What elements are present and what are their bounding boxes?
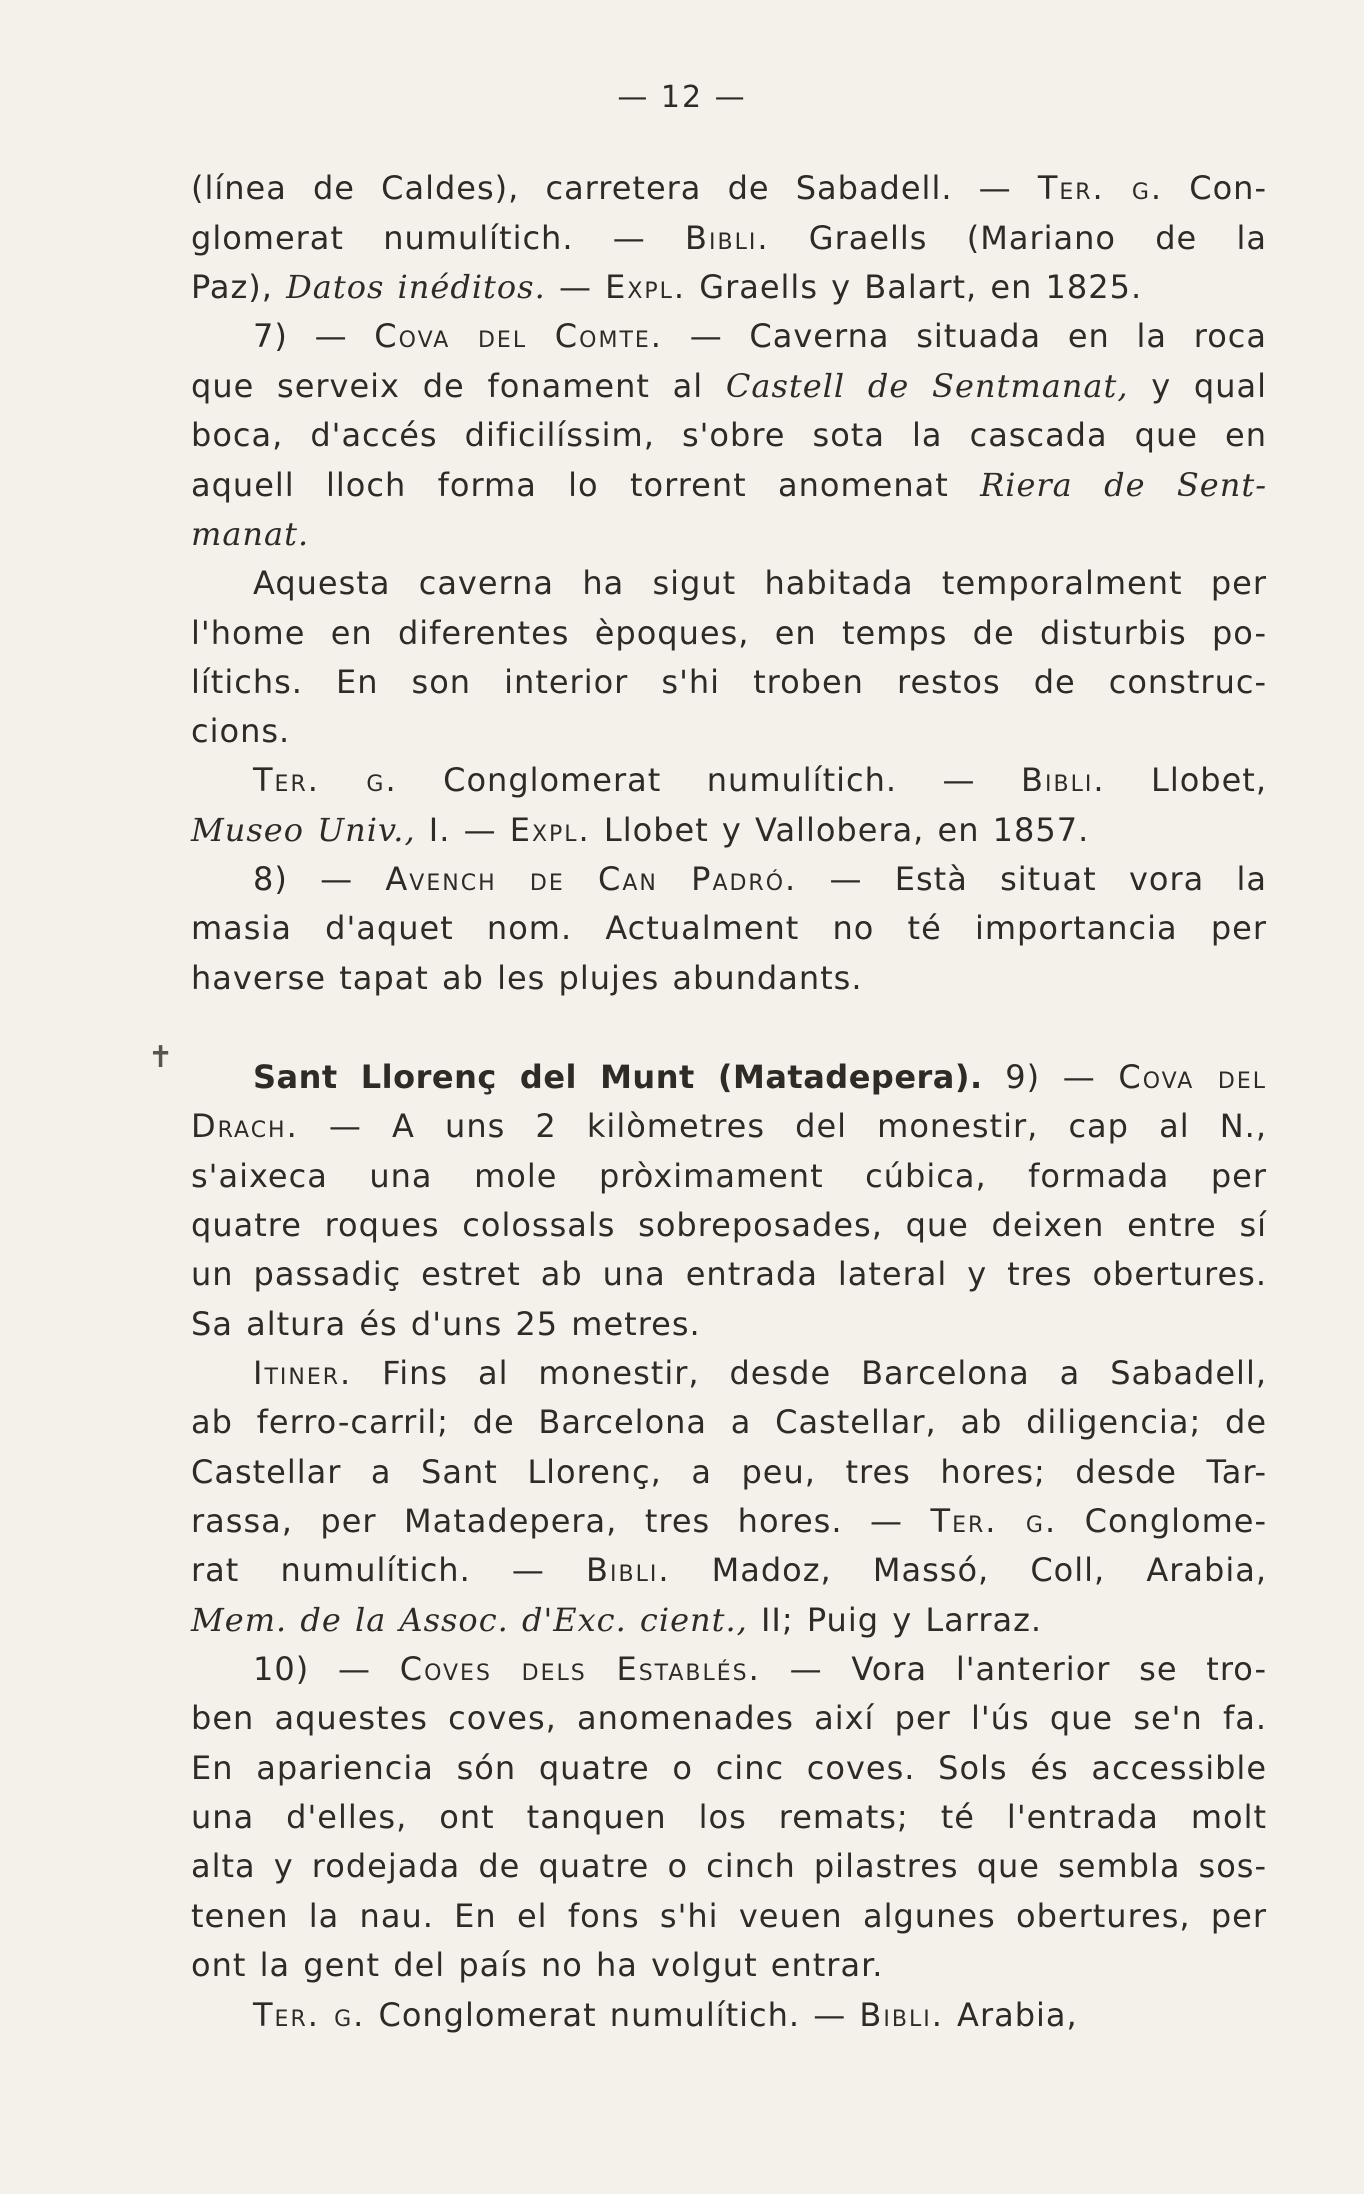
- text-segment: rassa, per Matadepera, tres hores. —: [191, 1502, 931, 1540]
- text-line: [191, 1205, 1267, 1245]
- small-caps-text: Cova del Comte.: [374, 317, 663, 355]
- small-caps-text: Bibli.: [859, 1996, 944, 2034]
- text-line: [191, 1550, 1267, 1590]
- text-segment: — Està situat vora la: [797, 860, 1267, 898]
- text-line: [191, 267, 1267, 307]
- text-line: [191, 958, 1267, 998]
- text-line: [191, 1600, 1267, 1640]
- text-segment: 9) —: [982, 1058, 1119, 1096]
- small-caps-text: Cova del: [1118, 1058, 1268, 1096]
- text-segment: (línea de Caldes), carretera de Sabadell. —: [191, 169, 1038, 207]
- text-segment: boca, d'accés dificilíssim, s'obre sota la cascada que en: [191, 416, 1267, 454]
- text-segment: rat numulítich. —: [191, 1551, 587, 1589]
- text-segment: Llobet y Vallobera, en 1857.: [590, 811, 1090, 849]
- text-line: [253, 563, 1267, 603]
- small-caps-text: Drach.: [191, 1107, 299, 1145]
- text-segment: y qual: [1128, 367, 1268, 405]
- text-line: [191, 465, 1267, 505]
- text-segment: Fins al monestir, desde Barcelona a Sabadell,: [352, 1354, 1267, 1392]
- text-segment: En apariencia són quatre o cinc coves. Sols és accessible: [191, 1749, 1267, 1787]
- small-caps-text: Ter. g.: [253, 1996, 366, 2034]
- text-line: [191, 662, 1267, 702]
- text-segment: masia d'aquet nom. Actualment no té importancia per: [191, 909, 1267, 947]
- text-segment: — Vora l'anterior se tro-: [760, 1650, 1268, 1688]
- text-line: [191, 1846, 1267, 1886]
- text-segment: — Caverna situada en la roca: [662, 317, 1268, 355]
- text-segment: ben aquestes coves, anomenades així per l'ús que se'n fa.: [191, 1699, 1267, 1737]
- text-line: [253, 859, 1267, 899]
- text-segment: 7) —: [253, 317, 375, 355]
- text-segment: tenen la nau. En el fons s'hi veuen algunes obertures, per: [191, 1897, 1267, 1935]
- italic-text: Riera de Sent-: [980, 466, 1267, 504]
- text-segment: una d'elles, ont tanquen los remats; té l'entrada molt: [191, 1798, 1267, 1836]
- text-line: [191, 168, 1267, 208]
- text-line: [191, 415, 1267, 455]
- text-segment: quatre roques colossals sobreposades, que deixen entre sí: [191, 1206, 1267, 1244]
- text-segment: que serveix de fonament al: [191, 367, 726, 405]
- text-line: [191, 1945, 1267, 1985]
- small-caps-text: Expl.: [509, 811, 591, 849]
- text-line: [191, 366, 1267, 406]
- text-segment: Paz),: [191, 268, 287, 306]
- text-line: [191, 1254, 1267, 1294]
- text-segment: Madoz, Massó, Coll, Arabia,: [670, 1551, 1268, 1589]
- italic-text: manat.: [191, 515, 310, 553]
- text-segment: Llobet,: [1105, 761, 1268, 799]
- text-segment: lítichs. En son interior s'hi troben restos de construc-: [191, 663, 1267, 701]
- text-line: [253, 760, 1267, 800]
- text-segment: —: [545, 268, 606, 306]
- text-line: [253, 316, 1267, 356]
- text-segment: Aquesta caverna ha sigut habitada temporalment per: [253, 564, 1267, 602]
- text-segment: Conglomerat numulítich. —: [365, 1996, 860, 2034]
- text-segment: II; Puig y Larraz.: [747, 1601, 1043, 1639]
- text-segment: alta y rodejada de quatre o cinch pilastres que sembla sos-: [191, 1847, 1267, 1885]
- text-line: [191, 810, 1267, 850]
- text-line: [191, 1748, 1267, 1788]
- small-caps-text: Bibli.: [685, 219, 770, 257]
- text-line: [253, 1057, 1267, 1097]
- text-segment: Conglome-: [1057, 1502, 1268, 1540]
- italic-text: Museo Univ.,: [191, 811, 416, 849]
- text-segment: Sa altura és d'uns 25 metres.: [191, 1305, 701, 1343]
- text-segment: — A uns 2 kilòmetres del monestir, cap al N.,: [298, 1107, 1267, 1145]
- margin-cross-mark: ✝: [148, 1040, 174, 1075]
- text-line: [191, 613, 1267, 653]
- text-segment: glomerat numulítich. —: [191, 219, 686, 257]
- text-segment: aquell lloch forma lo torrent anomenat: [191, 466, 981, 504]
- small-caps-text: Ter. g.: [1037, 169, 1164, 207]
- text-segment: Castellar a Sant Llorenç, a peu, tres hores; desde Tar-: [191, 1453, 1267, 1491]
- text-line: [253, 1353, 1267, 1393]
- italic-text: Castell de Sentmanat,: [725, 367, 1129, 405]
- text-line: [253, 1649, 1267, 1689]
- text-segment: I. —: [415, 811, 510, 849]
- bold-heading-text: Sant Llorenç del Munt (Matadepera).: [253, 1058, 983, 1096]
- text-line: [191, 514, 1267, 554]
- text-segment: 10) —: [253, 1650, 400, 1688]
- text-line: [191, 1797, 1267, 1837]
- small-caps-text: Expl.: [605, 268, 687, 306]
- page-number: — 12 —: [617, 80, 747, 115]
- small-caps-text: Avench de Can Padró.: [385, 860, 798, 898]
- text-line: [191, 218, 1267, 258]
- text-segment: 8) —: [253, 860, 386, 898]
- text-segment: Arabia,: [943, 1996, 1078, 2034]
- text-line: [191, 1304, 1267, 1344]
- text-line: [191, 908, 1267, 948]
- text-line: [191, 711, 1267, 751]
- text-segment: un passadiç estret ab una entrada lateral y tres obertures.: [191, 1255, 1267, 1293]
- text-segment: Graells y Balart, en 1825.: [686, 268, 1143, 306]
- text-line: [191, 1106, 1267, 1146]
- small-caps-text: Itiner.: [253, 1354, 353, 1392]
- small-caps-text: Coves dels Establés.: [399, 1650, 761, 1688]
- text-segment: Con-: [1163, 169, 1268, 207]
- small-caps-text: Ter. g.: [930, 1502, 1058, 1540]
- text-line: [191, 1452, 1267, 1492]
- text-line: [191, 1156, 1267, 1196]
- text-segment: ab ferro-carril; de Barcelona a Castellar, ab diligencia; de: [191, 1403, 1267, 1441]
- text-line: [191, 1698, 1267, 1738]
- text-segment: haverse tapat ab les plujes abundants.: [191, 959, 863, 997]
- text-line: [191, 1896, 1267, 1936]
- text-segment: l'home en diferentes èpoques, en temps de disturbis po-: [191, 614, 1267, 652]
- text-segment: Conglomerat numulítich. —: [397, 761, 1022, 799]
- text-segment: s'aixeca una mole pròximament cúbica, formada per: [191, 1157, 1267, 1195]
- text-line: [191, 1402, 1267, 1442]
- text-segment: cions.: [191, 712, 291, 750]
- small-caps-text: Bibli.: [1021, 761, 1106, 799]
- small-caps-text: Ter. g.: [253, 761, 398, 799]
- text-segment: Graells (Mariano de la: [769, 219, 1268, 257]
- italic-text: Mem. de la Assoc. d'Exc. cient.,: [191, 1601, 748, 1639]
- small-caps-text: Bibli.: [586, 1551, 671, 1589]
- italic-text: Datos inéditos.: [286, 268, 546, 306]
- text-line: [191, 1501, 1267, 1541]
- text-line: [253, 1995, 1267, 2035]
- text-segment: ont la gent del país no ha volgut entrar.: [191, 1946, 884, 1984]
